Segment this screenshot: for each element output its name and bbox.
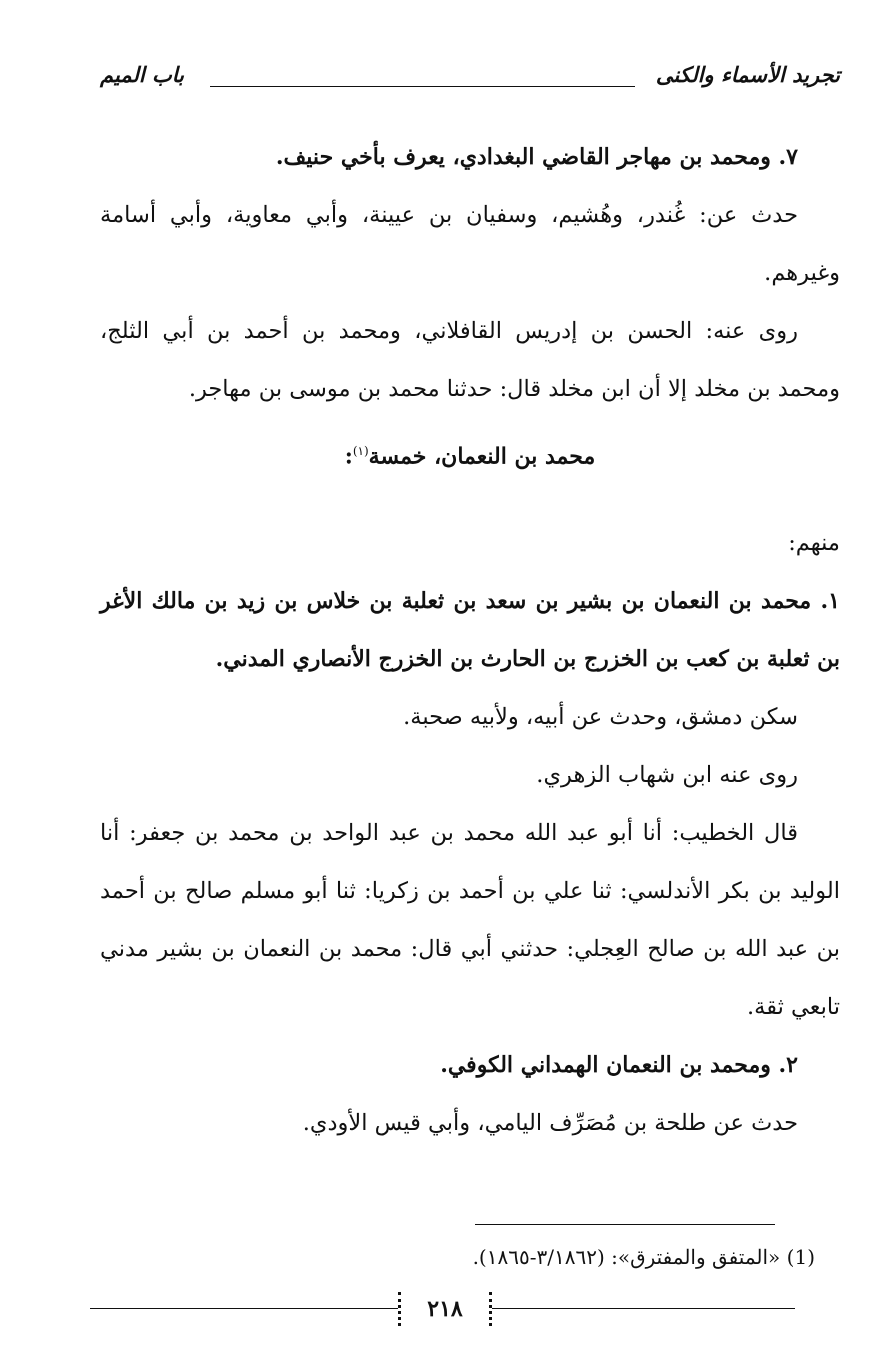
chapter-title: باب الميم — [100, 62, 185, 87]
footnote-rule — [475, 1224, 775, 1225]
book-title: تجريد الأسماء والكنى — [655, 62, 840, 87]
section-heading-text: محمد بن النعمان، خمسة — [368, 443, 596, 470]
entry-title-2: ٢. ومحمد بن النعمان الهمداني الكوفي. — [440, 1052, 798, 1078]
entry-1-paragraph: روى عنه ابن شهاب الزهري. — [536, 762, 798, 788]
footnote-ref: (١) — [352, 444, 369, 458]
entry-title-1: ١. محمد بن النعمان بن بشير بن سعد بن ثعلبة بن خلاس بن زيد بن مالك الأغر بن ثعلبة بن كعب بن الخزرج بن الحارث بن الخزرج الأنصاري المدني. — [100, 588, 840, 672]
page-number-area — [90, 1290, 795, 1330]
entry-title-7: ٧. ومحمد بن مهاجر القاضي البغدادي، يعرف بأخي حنيف. — [275, 144, 798, 170]
page-number: ٢١٨ — [398, 1292, 492, 1326]
entry-7-paragraph: حدث عن: غُندر، وهُشيم، وسفيان بن عيينة، وأبي معاوية، وأبي أسامة وغيرهم. — [100, 202, 840, 286]
section-heading-colon: : — [344, 443, 353, 470]
spacer — [100, 480, 840, 514]
running-header — [100, 62, 840, 102]
header-rule — [210, 86, 635, 87]
section-heading — [100, 422, 840, 480]
section-intro: منهم: — [788, 530, 840, 556]
footnote: (1) «المتفق والمفترق»: (٣/١٨٦٢-١٨٦٥). — [472, 1245, 815, 1269]
entry-1-paragraph: قال الخطيب: أنا أبو عبد الله محمد بن عبد الواحد بن محمد بن جعفر: أنا الوليد بن بكر الأندلسي: ثنا علي بن أحمد بن زكريا: ثنا أبو مسلم صالح بن أحمد بن عبد الله بن صالح العِجلي: حدثني أبي قال: محمد بن النعمان بن بشير مدني تابعي ثقة. — [100, 820, 840, 1020]
entry-7-paragraph: روى عنه: الحسن بن إدريس القافلاني، ومحمد بن أحمد بن أبي الثلج، ومحمد بن مخلد إلا أن ابن مخلد قال: حدثنا محمد بن موسى بن مهاجر. — [100, 318, 840, 402]
entry-2-paragraph: حدث عن طلحة بن مُصَرِّف اليامي، وأبي قيس الأودي. — [302, 1110, 798, 1136]
entry-1-paragraph: سكن دمشق، وحدث عن أبيه، ولأبيه صحبة. — [403, 704, 798, 730]
main-text — [100, 128, 840, 1152]
